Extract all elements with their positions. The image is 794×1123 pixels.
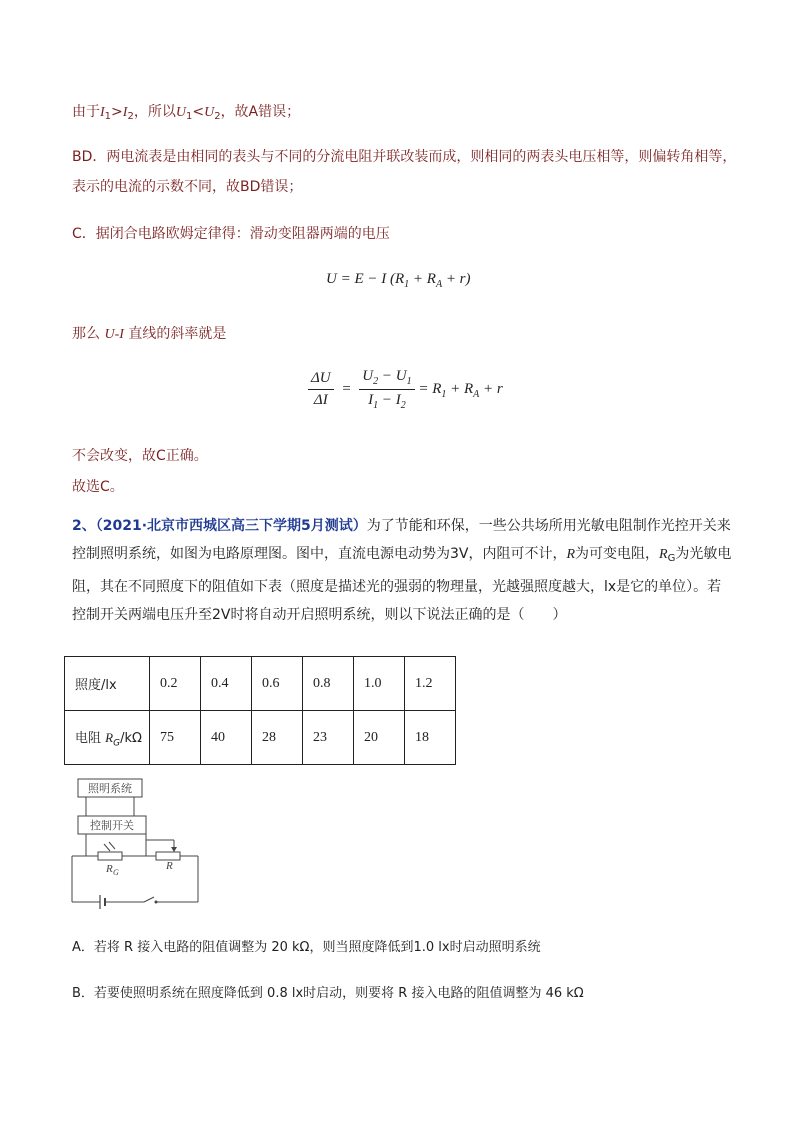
answer-c-line: C．据闭合电路欧姆定律得：滑动变阻器两端的电压 (72, 226, 390, 242)
table-cell: 1.2 (405, 657, 456, 711)
table-cell: 40 (201, 711, 252, 765)
table-cell: 75 (150, 711, 201, 765)
answer-line-a: 由于$I_1>I_2$，所以$U_1<U_2$，故A错误； (72, 104, 301, 122)
table-cell: 0.8 (303, 657, 354, 711)
answer-conclusion: 不会改变，故C正确。 (72, 448, 208, 464)
option-b: B．若要使照明系统在照度降低到 0.8 lx时启动，则要将 R 接入电路的阻值调整为 46 kΩ (72, 986, 584, 1001)
table-row (65, 711, 456, 765)
photoresistor-rg (98, 852, 122, 860)
answer-bd-line-1: BD．两电流表是由相同的表头与不同的分流电阻并联改装而成，则相同的两表头电压相等，则偏转角相等， (72, 149, 737, 165)
table-cell: 1.0 (354, 657, 405, 711)
table-cell: 28 (252, 711, 303, 765)
lighting-system-label: 照明系统 (88, 782, 132, 795)
answer-bd-line-2: 表示的电流的示数不同，故BD错误； (72, 179, 303, 195)
table-header-illuminance: 照度/lx (65, 657, 150, 711)
table-cell: 18 (405, 711, 456, 765)
table-cell: 0.4 (201, 657, 252, 711)
fraction-differences: $\frac{U_2 - U_1}{I_1 - I_2}$ (359, 368, 414, 411)
answer-choice: 故选C。 (72, 479, 124, 495)
table-cell: 23 (303, 711, 354, 765)
switch (144, 897, 154, 902)
table-cell: 0.6 (252, 657, 303, 711)
answer-slope-line: 那么 U-I 直线的斜率就是 (72, 326, 227, 342)
option-a: A．若将 R 接入电路的阻值调整为 20 kΩ，则当照度降低到1.0 lx时启动照明系统 (72, 940, 541, 955)
circuit-diagram (66, 774, 206, 914)
rg-label: R (106, 863, 113, 875)
table-header-resistance: 电阻 $R_G/k\Omega$ (65, 711, 150, 765)
variable-resistor-r (156, 852, 180, 860)
question-source: 2、（2021·北京市西城区高三下学期5月测试） (72, 518, 367, 534)
table-row (65, 657, 456, 711)
control-switch-label: 控制开关 (90, 819, 134, 832)
resistance-table (64, 656, 456, 765)
rg-sub-label: G (113, 868, 119, 877)
formula-voltage: U = E − I $(R_1 + R_A + r)$ (326, 271, 471, 290)
formula-slope: $\frac{\Delta U}{\Delta I}$ = $\frac{U_2 - U_1}{I_1 - I_2}$ = $R_1 + R_A + r$ (308, 368, 503, 411)
fraction-delta: $\frac{\Delta U}{\Delta I}$ (308, 370, 334, 409)
table-cell: 0.2 (150, 657, 201, 711)
question-2: 2、（2021·北京市西城区高三下学期5月测试）为了节能和环保，一些公共场所用光敏电阻制作光控开关来控制照明系统，如图为电路原理图。图中，直流电源电动势为3V，内阻可不计，R为可变电阻，$R_G$为光敏电阻，其在不同照度下的阻值如下表（照度是描述光的强弱的物理量，光越强照度越大，lx是它的单位）。若控制开关两端电压升至2V时将自动开启照明系统，则以下说法正确的是（ ） (72, 518, 732, 623)
r-label: R (166, 860, 173, 872)
table-cell: 20 (354, 711, 405, 765)
